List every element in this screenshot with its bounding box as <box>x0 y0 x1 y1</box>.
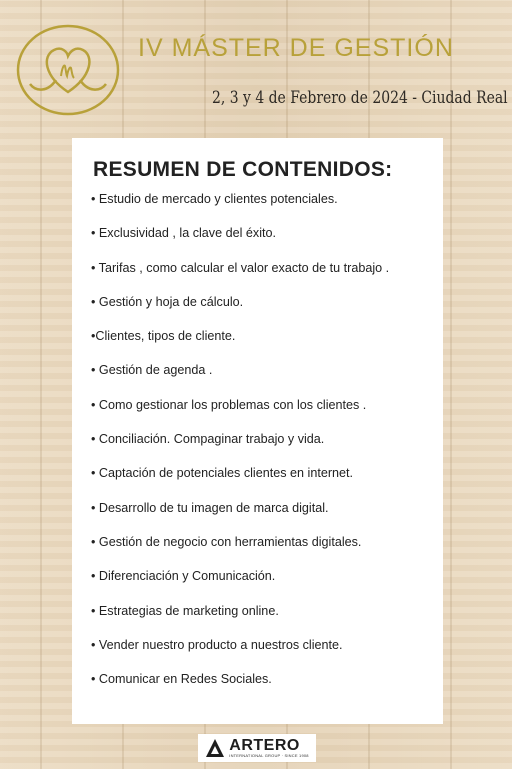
heart-monogram-logo <box>14 22 124 118</box>
topic-item: • Desarrollo de tu imagen de marca digital. <box>91 500 329 515</box>
artero-triangle-icon <box>205 738 225 758</box>
topics-list <box>91 190 436 704</box>
topic-item: • Estudio de mercado y clientes potenciales. <box>91 192 338 206</box>
sponsor-name: ARTERO <box>229 737 300 754</box>
topic-item: • Estrategias de marketing online. <box>91 603 279 618</box>
contents-heading: RESUMEN DE CONTENIDOS: <box>93 158 393 181</box>
topic-item: • Tarifas , como calcular el valor exacto de tu trabajo . <box>91 260 390 275</box>
topic-item: • Comunicar en Redes Sociales. <box>91 672 272 687</box>
sponsor-tagline: INTERNATIONAL GROUP · SINCE 1908 <box>229 753 309 758</box>
event-dates-location: 2, 3 y 4 de Febrero de 2024 - Ciudad Real <box>212 88 508 108</box>
topic-item: • Gestión y hoja de cálculo. <box>91 294 244 309</box>
topic-item: • Vender nuestro producto a nuestros cliente. <box>91 637 343 652</box>
topic-item: • Conciliación. Compaginar trabajo y vida. <box>91 432 325 447</box>
topic-item: • Gestión de agenda . <box>91 363 213 378</box>
sponsor-logo <box>198 734 316 762</box>
contents-card <box>72 138 443 724</box>
topic-item: • Captación de potenciales clientes en internet. <box>91 466 354 481</box>
topic-item: •Clientes, tipos de cliente. <box>91 329 236 344</box>
topic-item: • Exclusividad , la clave del éxito. <box>91 226 277 241</box>
event-title: IV MÁSTER DE GESTIÓN <box>138 34 454 62</box>
topic-item: • Gestión de negocio con herramientas digitales. <box>91 534 362 549</box>
topic-item: • Como gestionar los problemas con los clientes . <box>91 397 367 412</box>
topic-item: • Diferenciación y Comunicación. <box>91 569 276 584</box>
